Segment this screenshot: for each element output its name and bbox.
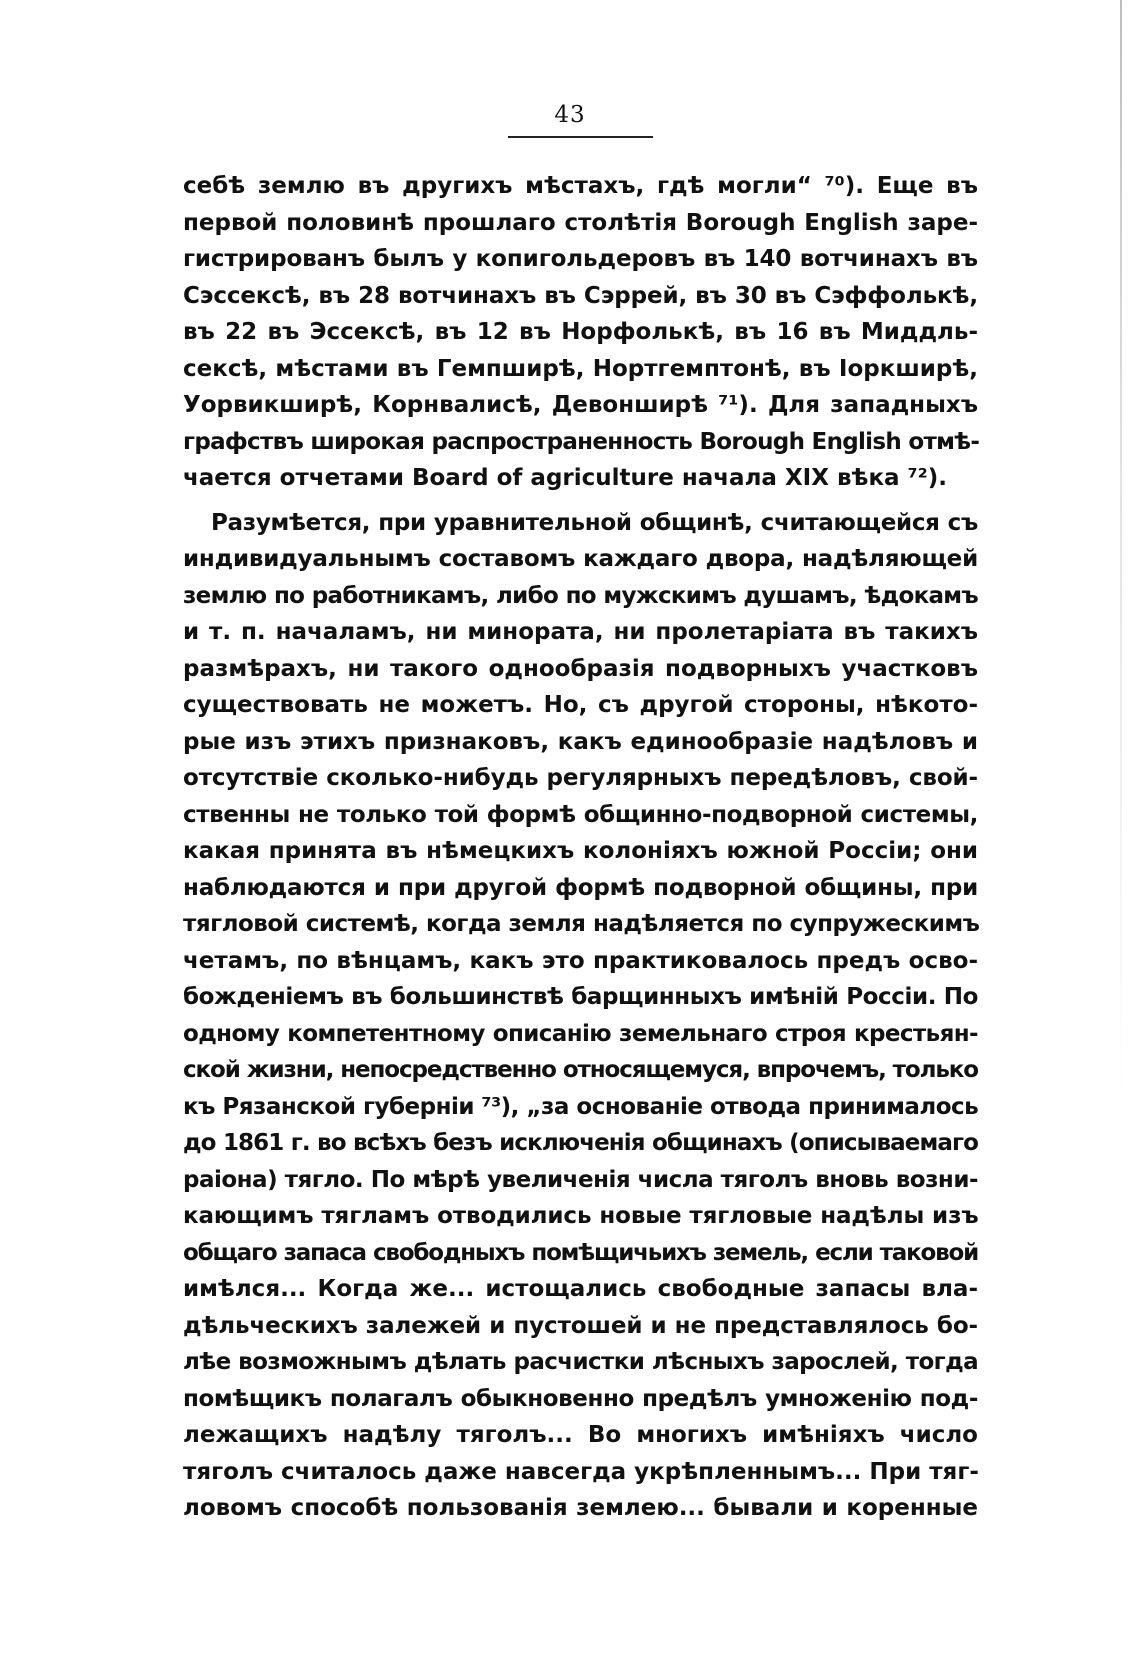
text-line: до 1861 г. во всѣхъ безъ исключенія общинахъ (описываемаго: [183, 1130, 978, 1156]
body-text: [183, 168, 978, 1527]
paragraph-gap: [183, 497, 978, 505]
text-line: четамъ, по вѣнцамъ, какъ это практиковалось предъ осво-: [183, 947, 978, 974]
text-line: помѣщикъ полагалъ обыкновенно предѣлъ умноженію под-: [183, 1385, 978, 1412]
text-line: сексѣ, мѣстами въ Гемпширѣ, Нортгемптонѣ, въ Іоркширѣ,: [183, 355, 978, 382]
text-line: одному компетентному описанію земельнаго строя крестьян-: [183, 1020, 978, 1047]
text-line: и т. п. началамъ, ни минората, ни пролетаріата въ такихъ: [183, 619, 978, 645]
text-line: гистрированъ былъ у копигольдеровъ въ 140 вотчинахъ въ: [183, 246, 978, 272]
text-line: индивидуальнымъ составомъ каждаго двора, надѣляющей: [183, 546, 978, 572]
text-line: землю по работникамъ, либо по мужскимъ душамъ, ѣдокамъ: [183, 582, 978, 609]
paragraph-1: [183, 168, 978, 497]
text-line: Разумѣется, при уравнительной общинѣ, считающейся съ: [211, 509, 978, 536]
text-line: себѣ землю въ другихъ мѣстахъ, гдѣ могли“ ⁷⁰). Еще въ: [183, 173, 978, 199]
scan-edge-shadow: [1120, 0, 1122, 1100]
text-line: въ 22 въ Эссексѣ, въ 12 въ Норфолькѣ, въ 16 въ Миддль-: [183, 319, 978, 345]
text-line: Уорвикширѣ, Корнвалисѣ, Девонширѣ ⁷¹). Для западныхъ: [183, 392, 978, 418]
text-line: лежащихъ надѣлу тяголъ... Во многихъ имѣніяхъ число: [183, 1422, 978, 1448]
text-line: графствъ широкая распространенность Borough English отмѣ-: [183, 428, 980, 455]
text-line: тягловой системѣ, когда земля надѣляется по супружескимъ: [183, 911, 980, 937]
text-line: размѣрахъ, ни такого однообразія подворныхъ участковъ: [183, 655, 978, 682]
text-line: ской жизни, непосредственно относящемуся, впрочемъ, только: [183, 1057, 978, 1083]
text-line: отсутствіе сколько-нибудь регулярныхъ передѣловъ, свой-: [183, 765, 978, 791]
text-line: божденіемъ въ большинствѣ барщинныхъ имѣній Россіи. По: [183, 984, 978, 1010]
text-line: къ Рязанской губерніи ⁷³), „за основаніе отвода принималось: [183, 1093, 979, 1120]
text-line: первой половинѣ прошлаго столѣтія Borough English заре-: [183, 209, 978, 236]
text-line: наблюдаются и при другой формѣ подворной общины, при: [183, 874, 978, 901]
text-line: имѣлся... Когда же... истощались свободные запасы вла-: [183, 1276, 978, 1302]
paragraph-2: [183, 505, 978, 1527]
text-line: чается отчетами Board of agriculture начала XIX вѣка ⁷²).: [183, 465, 947, 491]
text-line: общаго запаса свободныхъ помѣщичьихъ земель, если таковой: [183, 1239, 978, 1266]
text-line: лѣе возможнымъ дѣлать расчистки лѣсныхъ зарослей, тогда: [183, 1349, 978, 1375]
text-line: дѣльческихъ залежей и пустошей и не представлялось бо-: [183, 1312, 978, 1339]
text-line: ственны не только той формѣ общинно-подворной системы,: [183, 801, 978, 828]
text-line: рые изъ этихъ признаковъ, какъ единообразіе надѣловъ и: [183, 728, 978, 755]
text-line: ловомъ способѣ пользованія землею... бывали и коренные: [183, 1495, 978, 1521]
page-number-rule: [508, 136, 653, 138]
text-line: раіона) тягло. По мѣрѣ увеличенія числа тяголъ вновь возни-: [183, 1166, 978, 1193]
text-line: тяголъ считалось даже навсегда укрѣпленнымъ... При тяг-: [183, 1458, 979, 1485]
text-line: Сэссексѣ, въ 28 вотчинахъ въ Сэррей, въ 30 въ Сэффолькѣ,: [183, 282, 978, 309]
text-line: существовать не можетъ. Но, съ другой стороны, нѣкото-: [183, 692, 978, 718]
text-line: какая принята въ нѣмецкихъ колоніяхъ южной Россіи; они: [183, 838, 978, 864]
page-number: 43: [554, 102, 586, 128]
text-line: кающимъ тягламъ отводились новые тягловые надѣлы изъ: [183, 1203, 979, 1229]
